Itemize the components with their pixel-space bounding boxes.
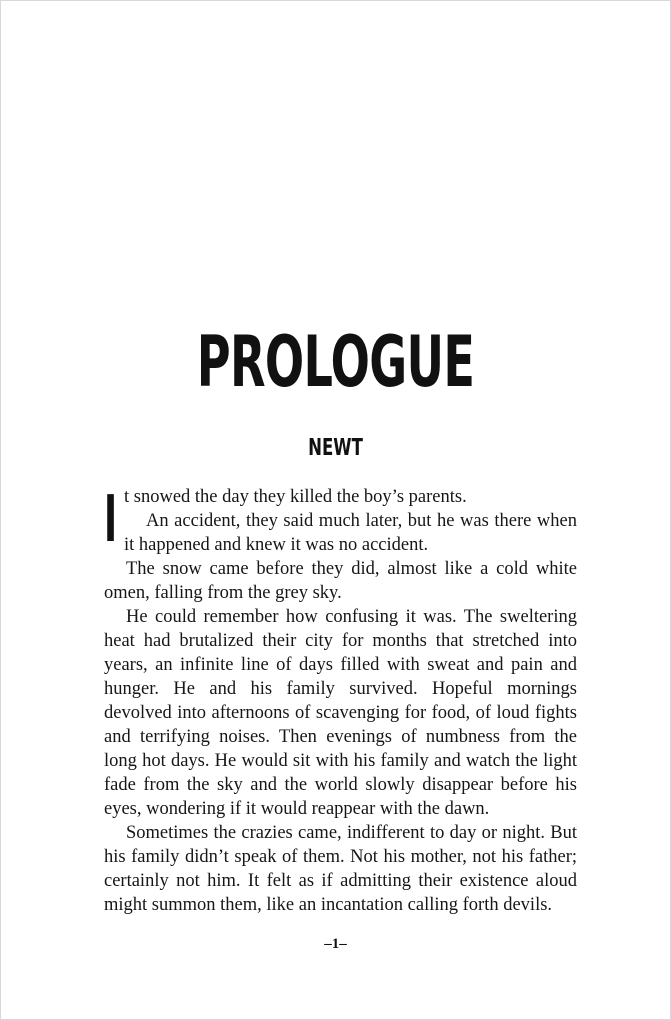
body-text xyxy=(104,485,577,917)
chapter-subtitle: NEWT xyxy=(308,435,363,461)
paragraph-3: The snow came before they did, almost like a cold white omen, falling from the grey sky. xyxy=(104,559,577,603)
drop-cap: I xyxy=(104,483,118,557)
chapter-title: PROLOGUE xyxy=(196,321,475,403)
paragraph-2: An accident, they said much later, but he was there when it happened and knew it was no accident. xyxy=(124,511,577,555)
paragraph-1-text: t snowed the day they killed the boy’s parents. xyxy=(124,487,467,507)
page-number: –1– xyxy=(324,936,347,952)
paragraph-5: Sometimes the crazies came, indifferent to day or night. But his family didn’t speak of them. Not his mother, not his father; certainly not him. It felt as if admitting their existence aloud might summon them, like an incantation calling forth devils. xyxy=(104,823,577,915)
paragraph-4: He could remember how confusing it was. The sweltering heat had brutalized their city for months that stretched into years, an infinite line of days filled with sweat and pain and hunger. He and his family survived. Hopeful mornings devolved into afternoons of scavenging for food, of loud fights and terrifying noises. Then evenings of numbness from the long hot days. He would sit with his family and watch the light fade from the sky and the world slowly disappear before his eyes, wondering if it would reappear with the dawn. xyxy=(104,607,577,819)
